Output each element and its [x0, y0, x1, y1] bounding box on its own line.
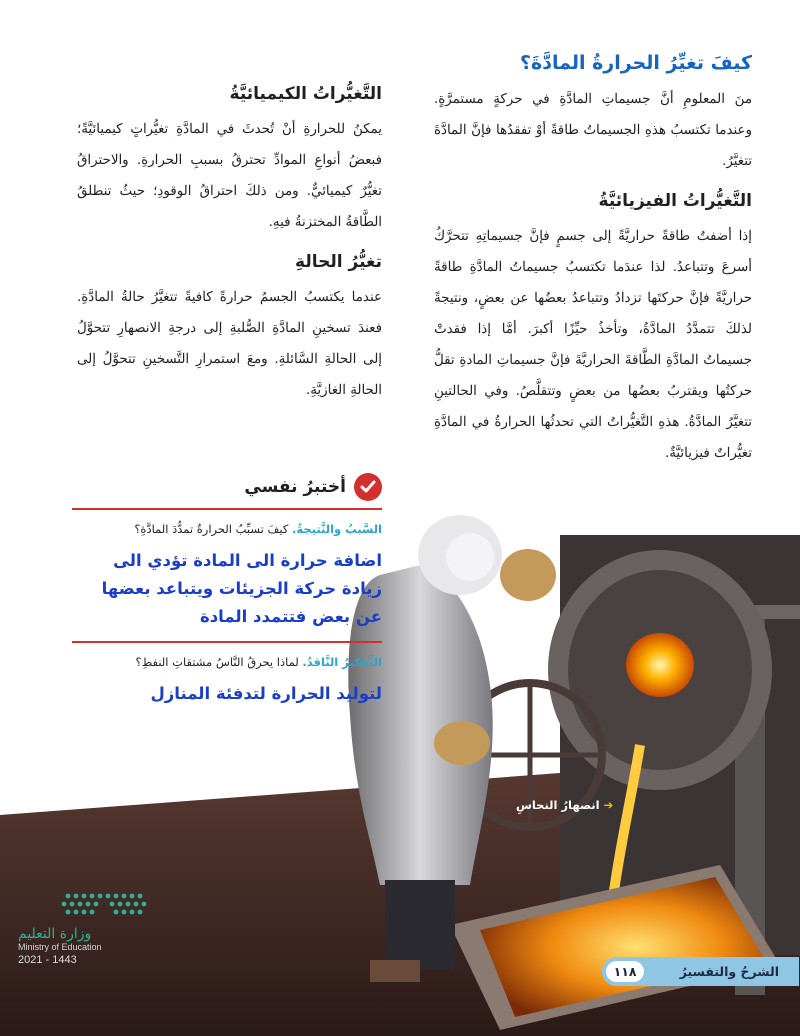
ministry-name-arabic: وزارة التعليم — [18, 926, 92, 942]
logo-dots-icon — [18, 890, 158, 918]
state-change-paragraph: عندما يكتسبُ الجسمُ حرارةً كافيةً تتغيَّرُ حالةُ المادَّةِ. فعندَ تسخينِ المادَّةِ الصُّلبةِ إلى درجةِ الانصهارِ تتحوَّلُ إلى الحالةِ السَّائلةِ. ومعَ استمرارِ التَّسخينِ تتحوَّلُ إلى الحالةِ الغازيَّةِ. — [77, 290, 382, 398]
physical-changes-heading: التَّغيُّراتُ الفيزيائيَّةُ — [598, 191, 752, 211]
physical-changes-paragraph: إذا أضفتُ طاقةً حراريَّةً إلى جسمٍ فإنَّ جسيماتِهِ تتحرَّكُ أسرعَ وتتباعدُ. لذا عندَما تكتسبُ جسيماتُ المادَّةِ طاقةً حراريَّةً فإنَّ حركتَها تزدادُ وتتباعدُ بعضُها عن بعضٍ، ونتيجةً لذلكَ تتمدَّدُ المادَّةُ، وتأخذُ حيِّزًا أكبرَ. أمَّا إذا فقدتْ جسيماتُ المادَّةِ الطَّاقةَ الحراريَّةَ فإنَّ جسيماتِ المادةِ تقلُّ حركتُها ويقتربُ بعضُها من بعضٍ وتتقلَّصُ. وفي الحالتينِ تتغيَّرُ المادَّةُ. هذهِ التَّغيُّراتُ التي تحدثُها الحرارةُ في المادَّةِ تغيُّراتٌ فيزيائيَّةٌ. — [434, 229, 752, 461]
arrow-icon: ➔ — [603, 798, 614, 812]
checkmark-icon — [354, 473, 382, 501]
question-critical-thinking — [72, 651, 382, 674]
divider — [72, 641, 382, 643]
question-label: التَّفكيرُ النَّاقدُ. — [302, 655, 382, 669]
answer-cause-effect: اضافة حرارة الى المادة تؤدي الى زيادة حركة الجزيئات ويتباعد بعضها عن بعض فتتمدد المادة — [101, 551, 382, 626]
question-cause-effect — [72, 518, 382, 541]
divider — [72, 508, 382, 510]
photo-caption — [516, 798, 613, 812]
left-column — [77, 84, 382, 420]
ministry-logo — [18, 890, 168, 966]
chemical-changes-heading: التَّغيُّراتُ الكيميائيَّةُ — [229, 84, 382, 104]
ministry-name-english: Ministry of Education — [18, 942, 102, 952]
right-column — [434, 52, 752, 483]
self-check-header — [72, 470, 382, 504]
section-label: الشرحُ والتفسيرُ — [679, 964, 779, 979]
self-check-title: أختبرُ نفسي — [244, 477, 346, 497]
main-heading: كيفَ تغيِّرُ الحرارةُ المادَّةَ؟ — [519, 52, 752, 74]
intro-paragraph: منَ المعلومِ أنَّ جسيماتِ المادَّةِ في حركةٍ مستمرَّةٍ. وعندما تكتسبُ هذهِ الجسيماتُ طاقةً أوْ تفقدُها فإنَّ المادَّةَ تتغيَّرُ. — [434, 92, 752, 169]
chemical-changes-paragraph: يمكنُ للحرارةِ أنْ تُحدثَ في المادَّةِ تغيُّراتٍ كيميائيَّةً؛ فبعضُ أنواعِ الموادِّ تحترقُ بسببِ الحرارةِ. والاحتراقُ تغيُّرٌ كيميائيٌّ. ومن ذلكَ احتراقُ الوقودِ؛ حيثُ تنطلقُ الطَّاقةُ المختزنةُ فيهِ. — [77, 122, 382, 230]
caption-text: انصهارُ النحاسِ — [516, 798, 600, 812]
edition-year: 2021 - 1443 — [18, 954, 77, 966]
question-text: كيفَ تسبِّبُ الحرارةُ تمدُّدَ المادَّةِ؟ — [134, 522, 289, 536]
section-footer-tag — [602, 957, 799, 986]
page-number: ١١٨ — [606, 961, 644, 982]
self-check-box — [72, 470, 382, 718]
question-label: السَّببُ والنَّتيجةُ. — [292, 522, 382, 536]
answer-critical-thinking: لتوليد الحرارة لتدفئة المنازل — [150, 684, 382, 703]
question-text: لماذا يحرقُ النَّاسُ مشتقاتِ النفطِ؟ — [135, 655, 299, 669]
state-change-heading: تغيُّرُ الحالةِ — [295, 252, 382, 272]
